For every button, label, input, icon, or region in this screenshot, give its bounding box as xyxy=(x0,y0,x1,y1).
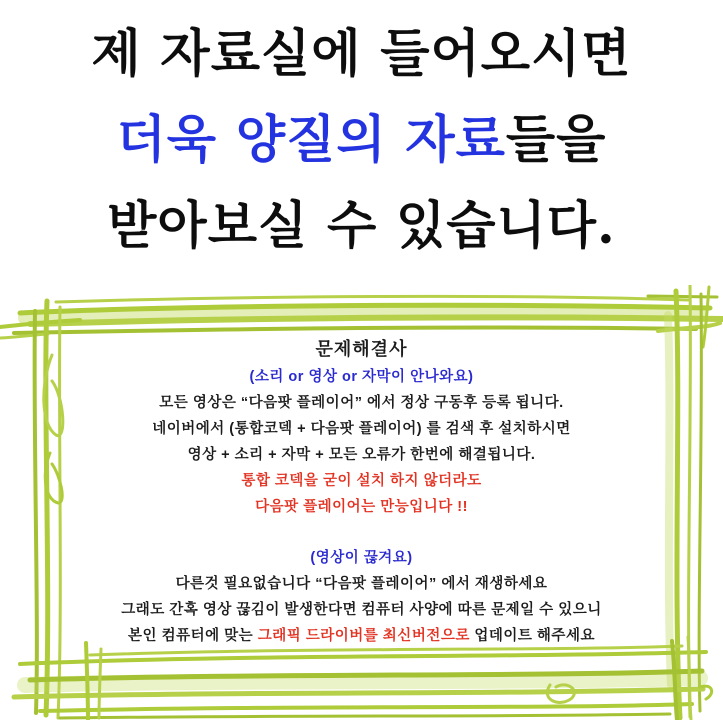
headline-line-2-highlight: 더욱 양질의 자료 xyxy=(116,110,506,170)
section1-line-1: 모든 영상은 “다음팟 플레이어” 에서 정상 구동후 등록 됩니다. xyxy=(159,395,564,411)
section1-line-2: 네이버에서 (통합코덱 + 다음팟 플레이어) 를 검색 후 설치하시면 xyxy=(152,421,571,437)
section2-line-3 xyxy=(40,623,683,649)
section1-subtitle: (소리 or 영상 or 자막이 안나와요) xyxy=(249,369,474,385)
section-gap xyxy=(40,520,683,545)
section2-line-3-highlight: 그래픽 드라이버를 최신버전으로 xyxy=(257,628,470,644)
notice-box xyxy=(40,334,683,649)
section1-line-3: 영상 + 소리 + 자막 + 모든 오류가 한번에 해결됩니다. xyxy=(187,447,536,463)
section2-line-1: 다른것 필요없습니다 “다음팟 플레이어” 에서 재생하세요 xyxy=(175,576,548,592)
headline-line-2-rest: 들을 xyxy=(505,110,607,170)
headline-line-3 xyxy=(0,196,723,256)
headline-line-1-text: 제 자료실에 들어오시면 xyxy=(91,24,632,84)
notice-title: 문제해결사 xyxy=(315,339,408,359)
headline-line-2 xyxy=(0,110,723,170)
section1-warning-1: 통합 코덱을 굳이 설치 하지 않더라도 xyxy=(241,473,482,489)
section2-line-3-suffix: 업데이트 해주세요 xyxy=(469,628,595,644)
section2-subtitle: (영상이 끊겨요) xyxy=(310,550,413,566)
section1-warning-2: 다음팟 플레이어는 만능입니다 !! xyxy=(255,499,468,515)
headline-line-1 xyxy=(0,24,723,84)
section2-line-2: 그래도 간혹 영상 끊김이 발생한다면 컴퓨터 사양에 따른 문제일 수 있으니 xyxy=(121,602,602,618)
section2-line-3-prefix: 본인 컴퓨터에 맞는 xyxy=(128,628,258,644)
headline-line-3-text: 받아보실 수 있습니다. xyxy=(107,196,616,256)
